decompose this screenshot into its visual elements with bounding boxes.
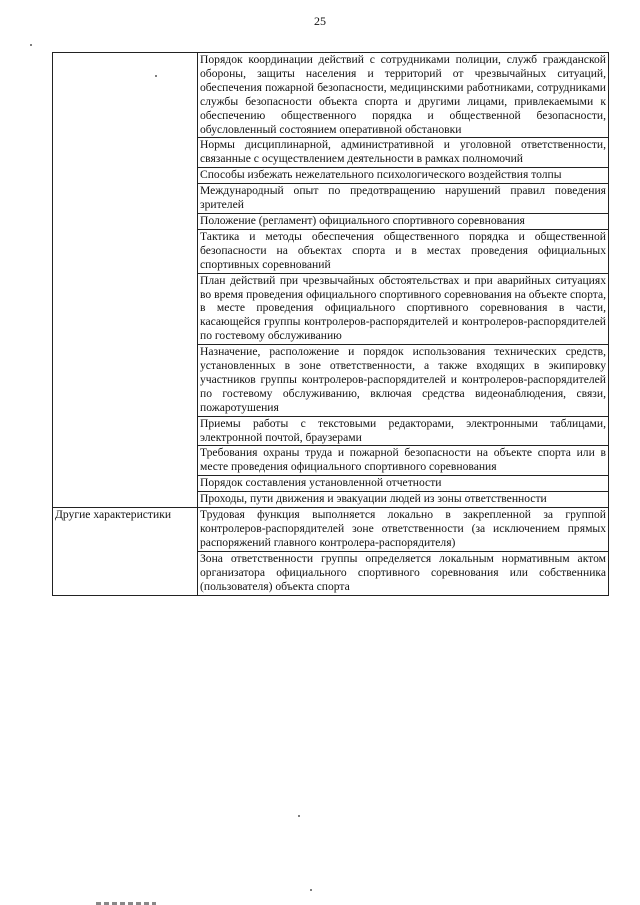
knowledge-item: Способы избежать нежелательного психологического воздействия толпы xyxy=(198,168,609,184)
table-row xyxy=(53,53,609,138)
knowledge-item: Положение (регламент) официального спортивного соревнования xyxy=(198,213,609,229)
knowledge-item: Порядок координации действий с сотрудниками полиции, служб гражданской обороны, защиты населения и территорий от чрезвычайных ситуаций, обеспечения пожарной безопасности, медицинскими работниками, сотрудниками службы безопасности объекта спорта и другими лицами, привлекаемыми к обеспечению общественного порядка и общественной безопасности, обусловленный состоянием оперативной обстановки xyxy=(198,53,609,138)
scan-speck xyxy=(30,44,32,46)
knowledge-item: Назначение, расположение и порядок использования технических средств, установленных в зоне ответственности, а также входящих в экипировку участников группы контролеров-распорядителей и контролеров-распорядителей по гостевому обслуживанию, включая средства видеонаблюдения, связи, пожаротушения xyxy=(198,345,609,417)
scan-speck xyxy=(310,889,312,891)
knowledge-item: Приемы работы с текстовыми редакторами, электронными таблицами, электронной почтой, браузерами xyxy=(198,416,609,446)
other-item: Трудовая функция выполняется локально в закрепленной за группой контролеров-распорядителей зоне ответственности (за исключением прямых распоряжений главного контролера-распорядителя) xyxy=(198,508,609,552)
knowledge-item: Требования охраны труда и пожарной безопасности на объекте спорта или в месте проведения официального спортивного соревнования xyxy=(198,446,609,476)
knowledge-label-cell xyxy=(53,53,198,508)
scan-speck xyxy=(298,815,300,817)
other-characteristics-label: Другие характеристики xyxy=(53,508,198,595)
scan-speck xyxy=(155,75,157,77)
knowledge-item: Нормы дисциплинарной, административной и уголовной ответственности, связанные с осуществлением деятельности в рамках полномочий xyxy=(198,138,609,168)
page-number: 25 xyxy=(314,14,326,28)
knowledge-item: Проходы, пути движения и эвакуации людей из зоны ответственности xyxy=(198,492,609,508)
knowledge-item: Тактика и методы обеспечения общественного порядка и общественной безопасности на объектах спорта и в местах проведения официальных спортивных соревнований xyxy=(198,229,609,273)
knowledge-item: План действий при чрезвычайных обстоятельствах и при аварийных ситуациях во время проведения официального спортивного соревнования на объекте спорта, в месте проведения официального спортивного соревнования в части, касающейся группы контролеров-распорядителей и контролеров-распорядителей по гостевому обслуживанию xyxy=(198,273,609,345)
knowledge-item: Международный опыт по предотвращению нарушений правил поведения зрителей xyxy=(198,184,609,214)
table-row xyxy=(53,508,609,552)
other-item: Зона ответственности группы определяется локальным нормативным актом организатора официального спортивного соревнования или собственника (пользователя) объекта спорта xyxy=(198,551,609,595)
qualification-table xyxy=(52,52,609,596)
knowledge-item: Порядок составления установленной отчетности xyxy=(198,476,609,492)
